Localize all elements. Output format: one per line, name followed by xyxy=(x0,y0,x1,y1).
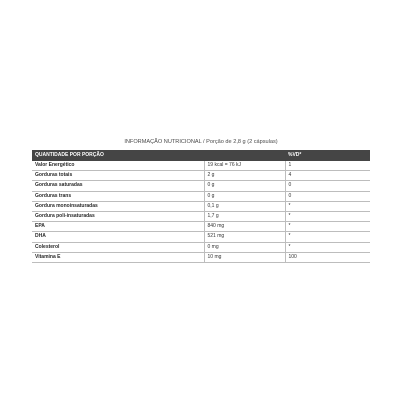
nutrient-name: Colesterol xyxy=(32,242,204,252)
nutrient-name: Gordura poli-insaturadas xyxy=(32,212,204,222)
table-row xyxy=(32,191,370,201)
table-row xyxy=(32,242,370,252)
nutrient-amount: 0 g xyxy=(204,181,285,191)
nutrient-name: Gorduras trans xyxy=(32,191,204,201)
table-row xyxy=(32,181,370,191)
nutrient-daily-value: * xyxy=(285,242,370,252)
nutrient-daily-value: * xyxy=(285,222,370,232)
table-row xyxy=(32,222,370,232)
nutrient-daily-value: 0 xyxy=(285,191,370,201)
nutrient-amount: 0,1 g xyxy=(204,201,285,211)
table-row xyxy=(32,232,370,242)
nutrient-amount: 0 mg xyxy=(204,242,285,252)
nutrient-name: EPA xyxy=(32,222,204,232)
nutrient-amount: 2 g xyxy=(204,171,285,181)
nutrient-amount: 19 kcal = 76 kJ xyxy=(204,161,285,171)
nutrient-daily-value: * xyxy=(285,232,370,242)
nutrient-daily-value: * xyxy=(285,212,370,222)
nutrient-amount: 0 g xyxy=(204,191,285,201)
nutrient-amount: 1,7 g xyxy=(204,212,285,222)
nutrient-name: Vitamina E xyxy=(32,252,204,262)
table-body xyxy=(32,161,370,263)
header-daily-value: %VD* xyxy=(288,152,302,158)
header-row xyxy=(32,150,370,161)
nutrient-name: Valor Energético xyxy=(32,161,204,171)
nutrient-name: Gorduras totais xyxy=(32,171,204,181)
nutrition-facts-panel xyxy=(32,138,370,263)
nutrient-name: Gordura monoinsaturadas xyxy=(32,201,204,211)
nutrient-amount: 840 mg xyxy=(204,222,285,232)
nutrient-amount: 521 mg xyxy=(204,232,285,242)
nutrient-daily-value: * xyxy=(285,201,370,211)
nutrient-daily-value: 1 xyxy=(285,161,370,171)
table-row xyxy=(32,212,370,222)
table-row xyxy=(32,252,370,262)
nutrition-table xyxy=(32,150,370,263)
header-quantity-per-serving: QUANTIDADE POR PORÇÃO xyxy=(35,152,104,158)
nutrient-amount: 10 mg xyxy=(204,252,285,262)
nutrient-name: DHA xyxy=(32,232,204,242)
header-amount xyxy=(204,150,285,161)
table-row xyxy=(32,161,370,171)
nutrient-name: Gorduras saturadas xyxy=(32,181,204,191)
nutrient-daily-value: 0 xyxy=(285,181,370,191)
table-row xyxy=(32,201,370,211)
nutrient-daily-value: 100 xyxy=(285,252,370,262)
nutrition-caption: INFORMAÇÃO NUTRICIONAL / Porção de 2,8 g (2 cápsulas) xyxy=(124,139,278,145)
table-header xyxy=(32,150,370,161)
nutrient-daily-value: 4 xyxy=(285,171,370,181)
table-row xyxy=(32,171,370,181)
